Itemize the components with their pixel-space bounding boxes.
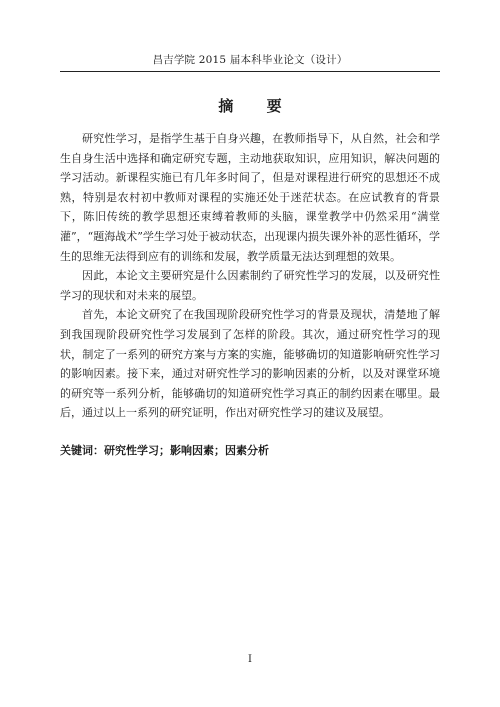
header-divider — [60, 71, 440, 72]
abstract-body — [60, 129, 440, 461]
abstract-paragraph-2: 因此，本论文主要研究是什么因素制约了研究性学习的发展，以及研究性学习的现状和对未来的展望。 — [60, 269, 440, 302]
page-number: I — [248, 654, 252, 665]
abstract-paragraph-1: 研究性学习，是指学生基于自身兴趣，在教师指导下，从自然，社会和学生自身生活中选择和确定研究专题，主动地获取知识，应用知识，解决问题的学习活动。新课程实施已有几年多时间了，但是对课程进行研究的思想还不成熟，特别是农村初中教师对课程的实施还处于迷茫状态。在应试教育的背景下，陈旧传统的教学思想还束缚着教师的头脑，课堂教学中仍然采用“满堂灌”，“题海战术”学生学习处于被动状态，出现课内损失课外补的恶性循环，学生的思维无法得到应有的训练和发展，教学质量无法达到理想的效果。 — [60, 132, 440, 263]
page-header: 昌吉学院 2015 届本科毕业论文（设计） — [152, 54, 348, 66]
abstract-title: 摘 要 — [218, 97, 296, 115]
abstract-paragraph-3: 首先，本论文研究了在我国现阶段研究性学习的背景及现状，清楚地了解到我国现阶段研究性学习发展到了怎样的阶段。其次，通过研究性学习的现状，制定了一系列的研究方案与方案的实施，能够确切的知道影响研究性学习的影响因素。接下来，通过对研究性学习的影响因素的分析，以及对课堂环境的研究等一系列分析，能够确切的知道研究性学习真正的制约因素在哪里。最后，通过以上一系列的研究证明，作出对研究性学习的建议及展望。 — [60, 308, 440, 420]
keywords-line: 关键词：研究性学习；影响因素；因素分析 — [60, 443, 269, 457]
